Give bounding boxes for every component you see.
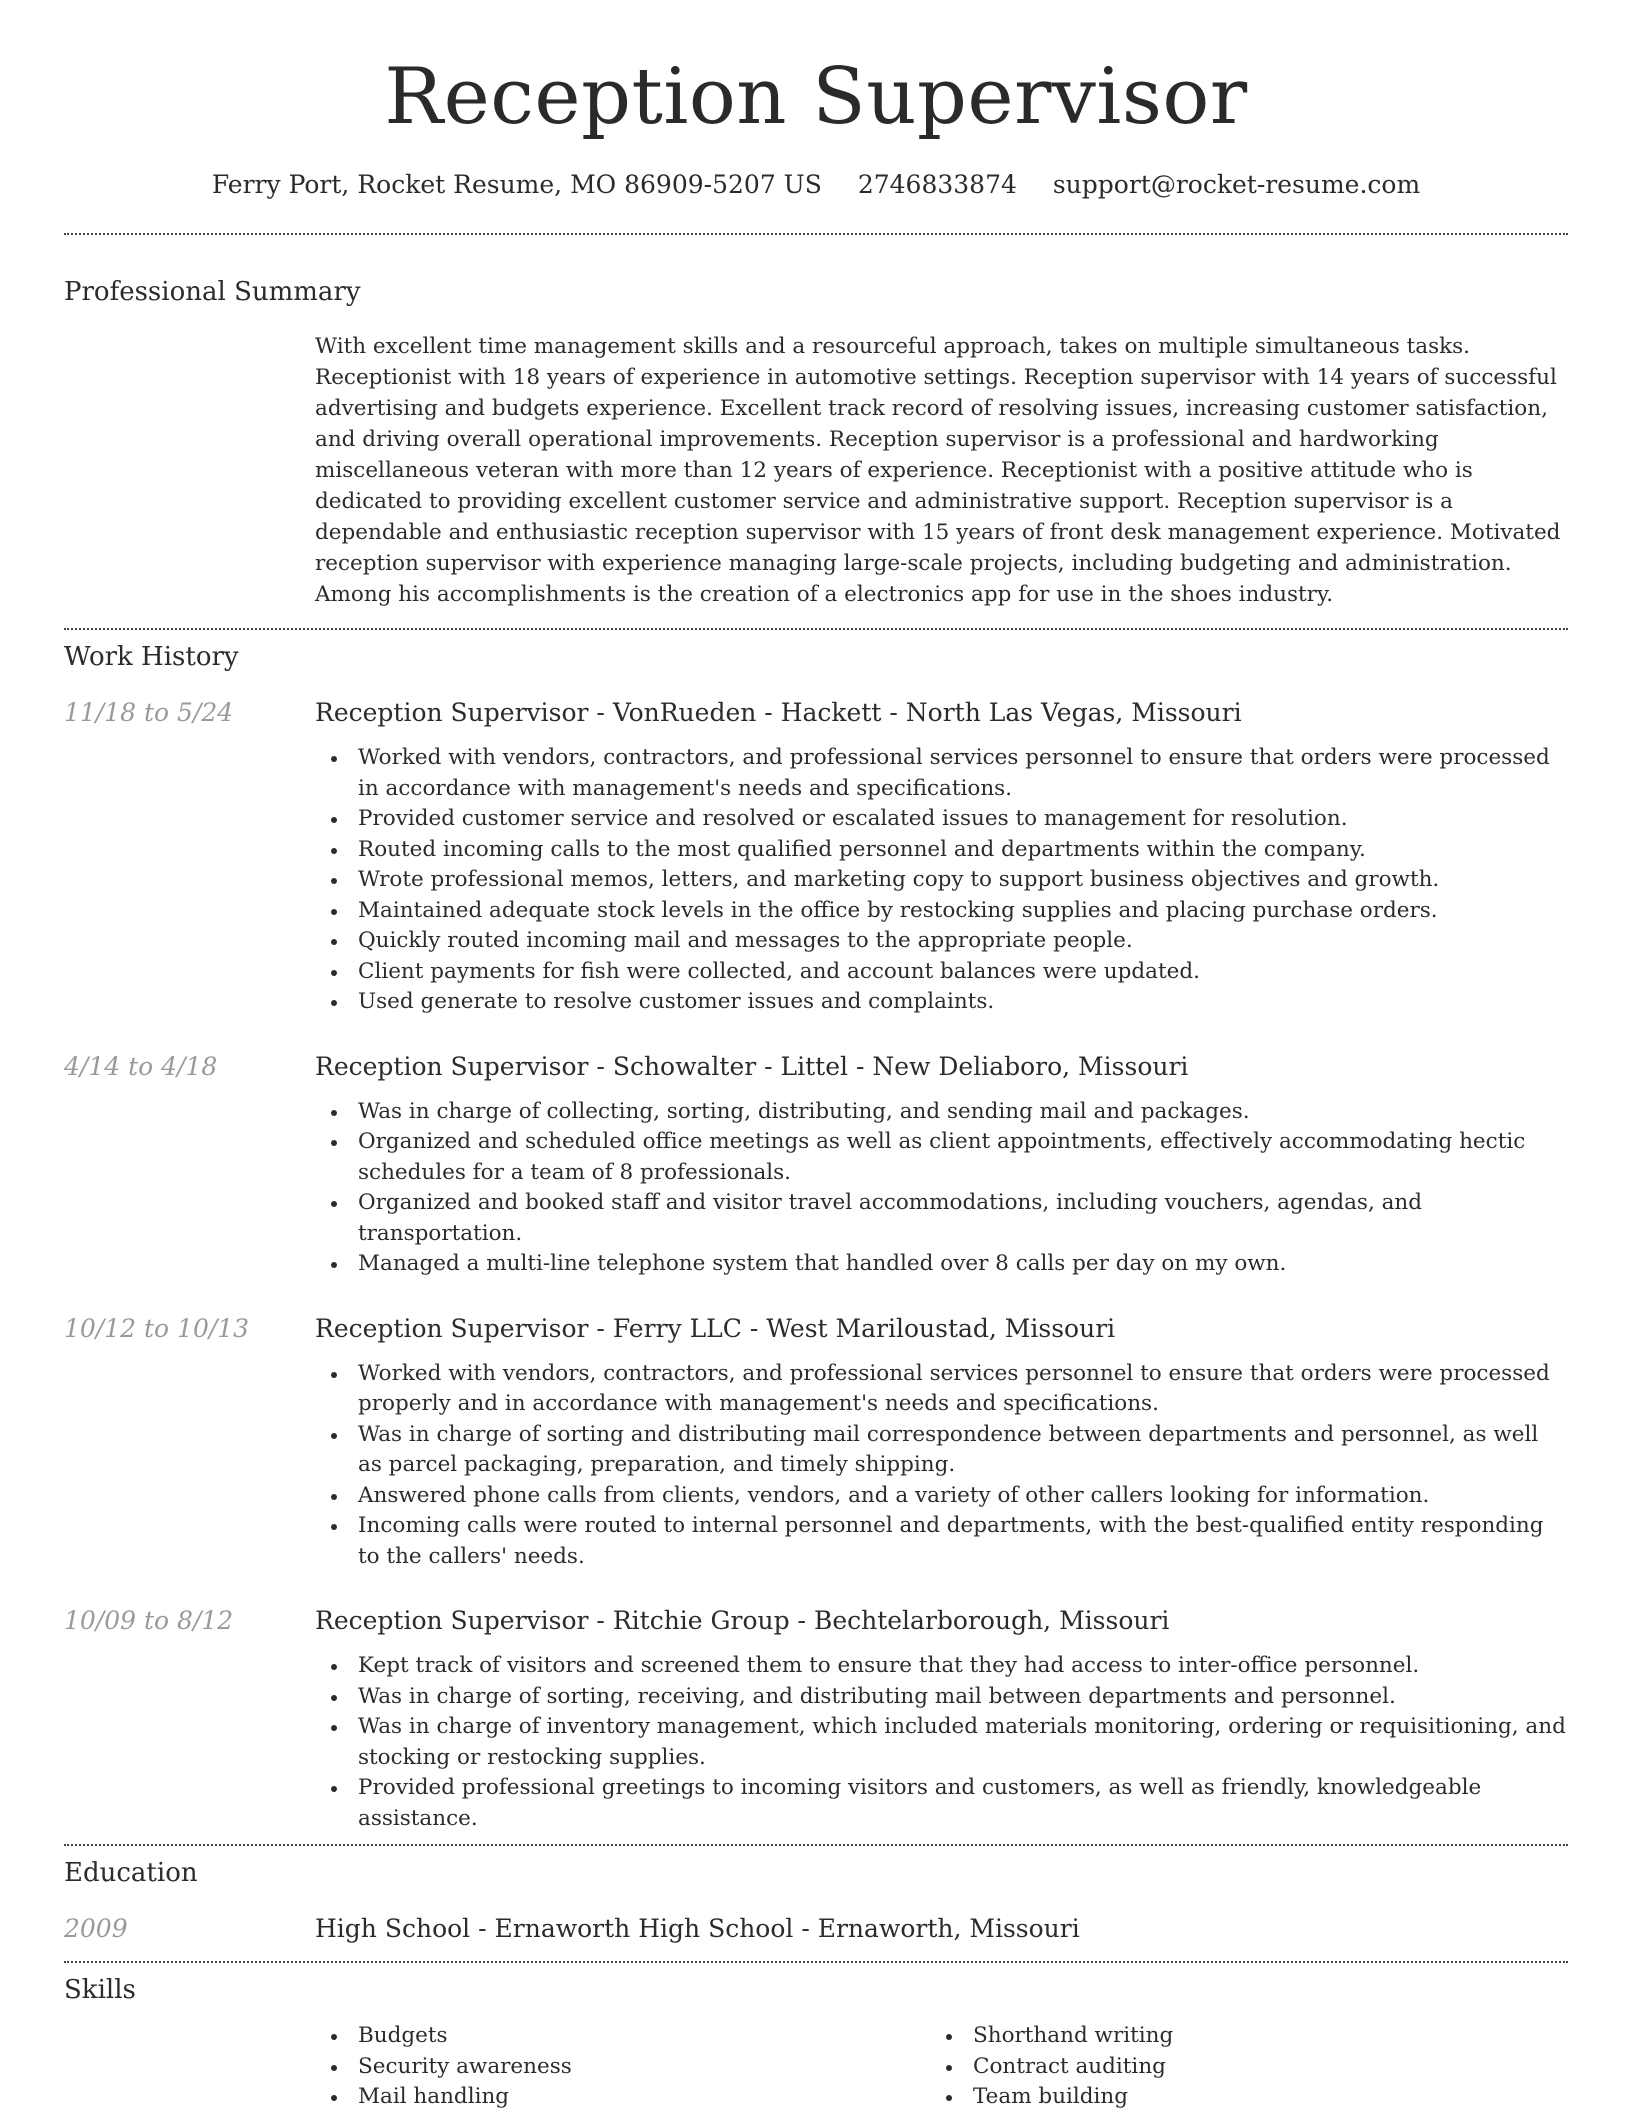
job-header [64, 698, 1568, 727]
job-header [64, 1606, 1568, 1635]
skills-columns [315, 2021, 1568, 2113]
contact-address: Ferry Port, Rocket Resume, MO 86909-5207 US [211, 170, 822, 199]
list-item: Was in charge of sorting and distributing mail correspondence between departments and personnel, as well as parcel packaging, preparation, and timely shipping. [315, 1420, 1568, 1481]
section-summary [64, 235, 1568, 610]
list-item: Was in charge of inventory management, which included materials monitoring, ordering or requisitioning, and stocking or restocking supplies. [315, 1712, 1568, 1773]
list-item: Was in charge of collecting, sorting, distributing, and sending mail and packages. [315, 1097, 1568, 1128]
list-item: Organized and scheduled office meetings as well as client appointments, effectively accommodating hectic schedules for a team of 8 professionals. [315, 1127, 1568, 1188]
list-item: Organized and booked staff and visitor travel accommodations, including vouchers, agendas, and transportation. [315, 1188, 1568, 1249]
list-item: Was in charge of sorting, receiving, and distributing mail between departments and personnel. [315, 1682, 1568, 1713]
section-title-summary: Professional Summary [64, 277, 361, 307]
list-item: Maintained adequate stock levels in the office by restocking supplies and placing purchase orders. [315, 896, 1568, 927]
job-title: Reception Supervisor - VonRueden - Hackett - North Las Vegas, Missouri [315, 698, 1242, 727]
skill-item: Shorthand writing [930, 2021, 1545, 2052]
list-item: Quickly routed incoming mail and messages to the appropriate people. [315, 926, 1568, 957]
job-header [64, 1314, 1568, 1343]
skills-list-left [315, 2021, 930, 2113]
skills-column-right [930, 2021, 1545, 2113]
list-item: Kept track of visitors and screened them to ensure that they had access to inter-office personnel. [315, 1651, 1568, 1682]
skills-column-left [315, 2021, 930, 2113]
education-degree: High School - Ernaworth High School - Ernaworth, Missouri [315, 1914, 1080, 1943]
contact-email: support@rocket-resume.com [1052, 170, 1421, 199]
job-entry [64, 1052, 1568, 1280]
list-item: Incoming calls were routed to internal personnel and departments, with the best-qualified entity responding to the callers' needs. [315, 1511, 1568, 1572]
skill-item: Security awareness [315, 2052, 930, 2083]
list-item: Provided customer service and resolved or escalated issues to management for resolution. [315, 804, 1568, 835]
list-item: Answered phone calls from clients, vendors, and a variety of other callers looking for information. [315, 1481, 1568, 1512]
skill-item: Team building [930, 2082, 1545, 2113]
job-title: Reception Supervisor - Schowalter - Littel - New Deliaboro, Missouri [315, 1051, 1189, 1081]
section-education [64, 1846, 1568, 1943]
job-title: Reception Supervisor - Ritchie Group - Bechtelarborough, Missouri [315, 1606, 1170, 1635]
job-dates: 4/14 to 4/18 [64, 1051, 218, 1081]
job-bullets [315, 1359, 1568, 1573]
list-item: Provided professional greetings to incoming visitors and customers, as well as friendly, knowledgeable assistance. [315, 1773, 1568, 1834]
section-work-history [64, 630, 1568, 1834]
skills-list-right [930, 2021, 1545, 2113]
job-bullets [315, 743, 1568, 1018]
job-entry [64, 1606, 1568, 1834]
list-item: Managed a multi-line telephone system that handled over 8 calls per day on my own. [315, 1249, 1568, 1280]
section-skills [64, 1963, 1568, 2113]
contact-phone: 2746833874 [857, 170, 1017, 199]
education-year: 2009 [64, 1914, 128, 1943]
contact-line [64, 170, 1568, 199]
skill-item: Budgets [315, 2021, 930, 2052]
list-item: Client payments for fish were collected, and account balances were updated. [315, 957, 1568, 988]
job-header [64, 1052, 1568, 1081]
section-title-skills: Skills [64, 1975, 136, 2005]
list-item: Used generate to resolve customer issues and complaints. [315, 987, 1568, 1018]
list-item: Worked with vendors, contractors, and professional services personnel to ensure that orders were processed in accordance with management's needs and specifications. [315, 743, 1568, 804]
job-entry [64, 698, 1568, 1018]
job-dates: 10/12 to 10/13 [64, 1313, 250, 1343]
summary-text: With excellent time management skills and a resourceful approach, takes on multiple simultaneous tasks. Receptionist with 18 years of experience in automotive settings. Reception supervisor with 14 years of successful advertising and budgets experience. Excellent track record of resolving issues, increasing customer satisfaction, and driving overall operational improvements. Reception supervisor is a professional and hardworking miscellaneous veteran with more than 12 years of experience. Receptionist with a positive attitude who is dedicated to providing excellent customer service and administrative support. Reception supervisor is a dependable and enthusiastic reception supervisor with 15 years of front desk management experience. Motivated reception supervisor with experience managing large-scale projects, including budgeting and administration. Among his accomplishments is the creation of a electronics app for use in the shoes industry. [315, 334, 1561, 607]
list-item: Wrote professional memos, letters, and marketing copy to support business objectives and growth. [315, 865, 1568, 896]
job-bullets [315, 1097, 1568, 1280]
resume-name: Reception Supervisor [384, 52, 1248, 142]
education-entry [64, 1914, 1568, 1943]
list-item: Worked with vendors, contractors, and professional services personnel to ensure that orders were processed properly and in accordance with management's needs and specifications. [315, 1359, 1568, 1420]
job-entry [64, 1314, 1568, 1573]
skill-item: Contract auditing [930, 2052, 1545, 2083]
job-bullets [315, 1651, 1568, 1834]
skill-item: Mail handling [315, 2082, 930, 2113]
job-dates: 10/09 to 8/12 [64, 1606, 234, 1635]
section-title-work: Work History [64, 642, 239, 672]
job-title: Reception Supervisor - Ferry LLC - West Mariloustad, Missouri [315, 1313, 1116, 1343]
list-item: Routed incoming calls to the most qualified personnel and departments within the company. [315, 835, 1568, 866]
section-title-education: Education [64, 1858, 198, 1888]
job-dates: 11/18 to 5/24 [64, 698, 234, 727]
